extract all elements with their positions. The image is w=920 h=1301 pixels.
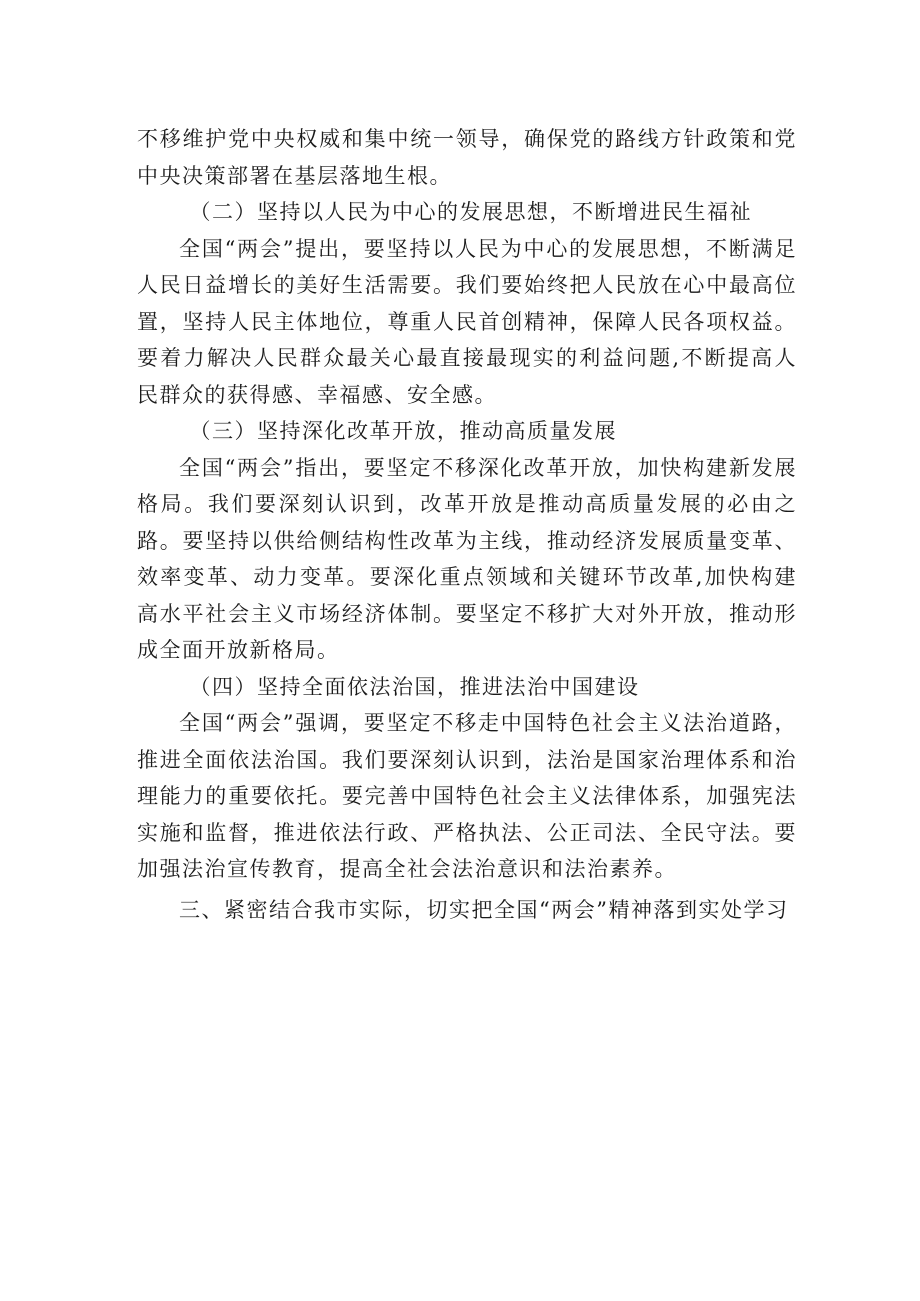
paragraph-people-centered: 全国“两会”提出，要坚持以人民为中心的发展思想，不断满足人民日益增长的美好生活需要。我们要始终把人民放在心中最高位置，坚持人民主体地位，尊重人民首创精神，保障人民各项权益。要着力解决人民群众最关心最直接最现实的利益问题,不断提高人民群众的获得感、幸福感、安全感。 [137,236,797,407]
document-body [137,121,797,928]
section-heading-part-3: 三、紧密结合我市实际，切实把全国“两会”精神落到实处学习 [179,897,789,922]
section-heading-4: （四）坚持全面依法治国，推进法治中国建设 [189,674,640,699]
section-heading-2: （二）坚持以人民为中心的发展思想，不断增进民生福祉 [189,200,752,224]
paragraph-reform-opening: 全国“两会”指出，要坚定不移深化改革开放，加快构建新发展格局。我们要深刻认识到，改革开放是推动高质量发展的必由之路。要坚持以供给侧结构性改革为主线，推动经济发展质量变革、效率变革、动力变革。要深化重点领域和关键环节改革,加快构建高水平社会主义市场经济体制。要坚定不移扩大对外开放，推动形成全面开放新格局。 [137,455,797,662]
paragraph-continuation: 不移维护党中央权威和集中统一领导，确保党的路线方针政策和党中央决策部署在基层落地生根。 [137,127,797,188]
paragraph-rule-of-law: 全国“两会”强调，要坚定不移走中国特色社会主义法治道路，推进全面依法治国。我们要深刻认识到，法治是国家治理体系和治理能力的重要依托。要完善中国特色社会主义法律体系，加强宪法实施和监督，推进依法行政、严格执法、公正司法、全民守法。要加强法治宣传教育，提高全社会法治意识和法治素养。 [137,711,797,881]
section-heading-3: （三）坚持深化改革开放，推动高质量发展 [189,419,617,443]
